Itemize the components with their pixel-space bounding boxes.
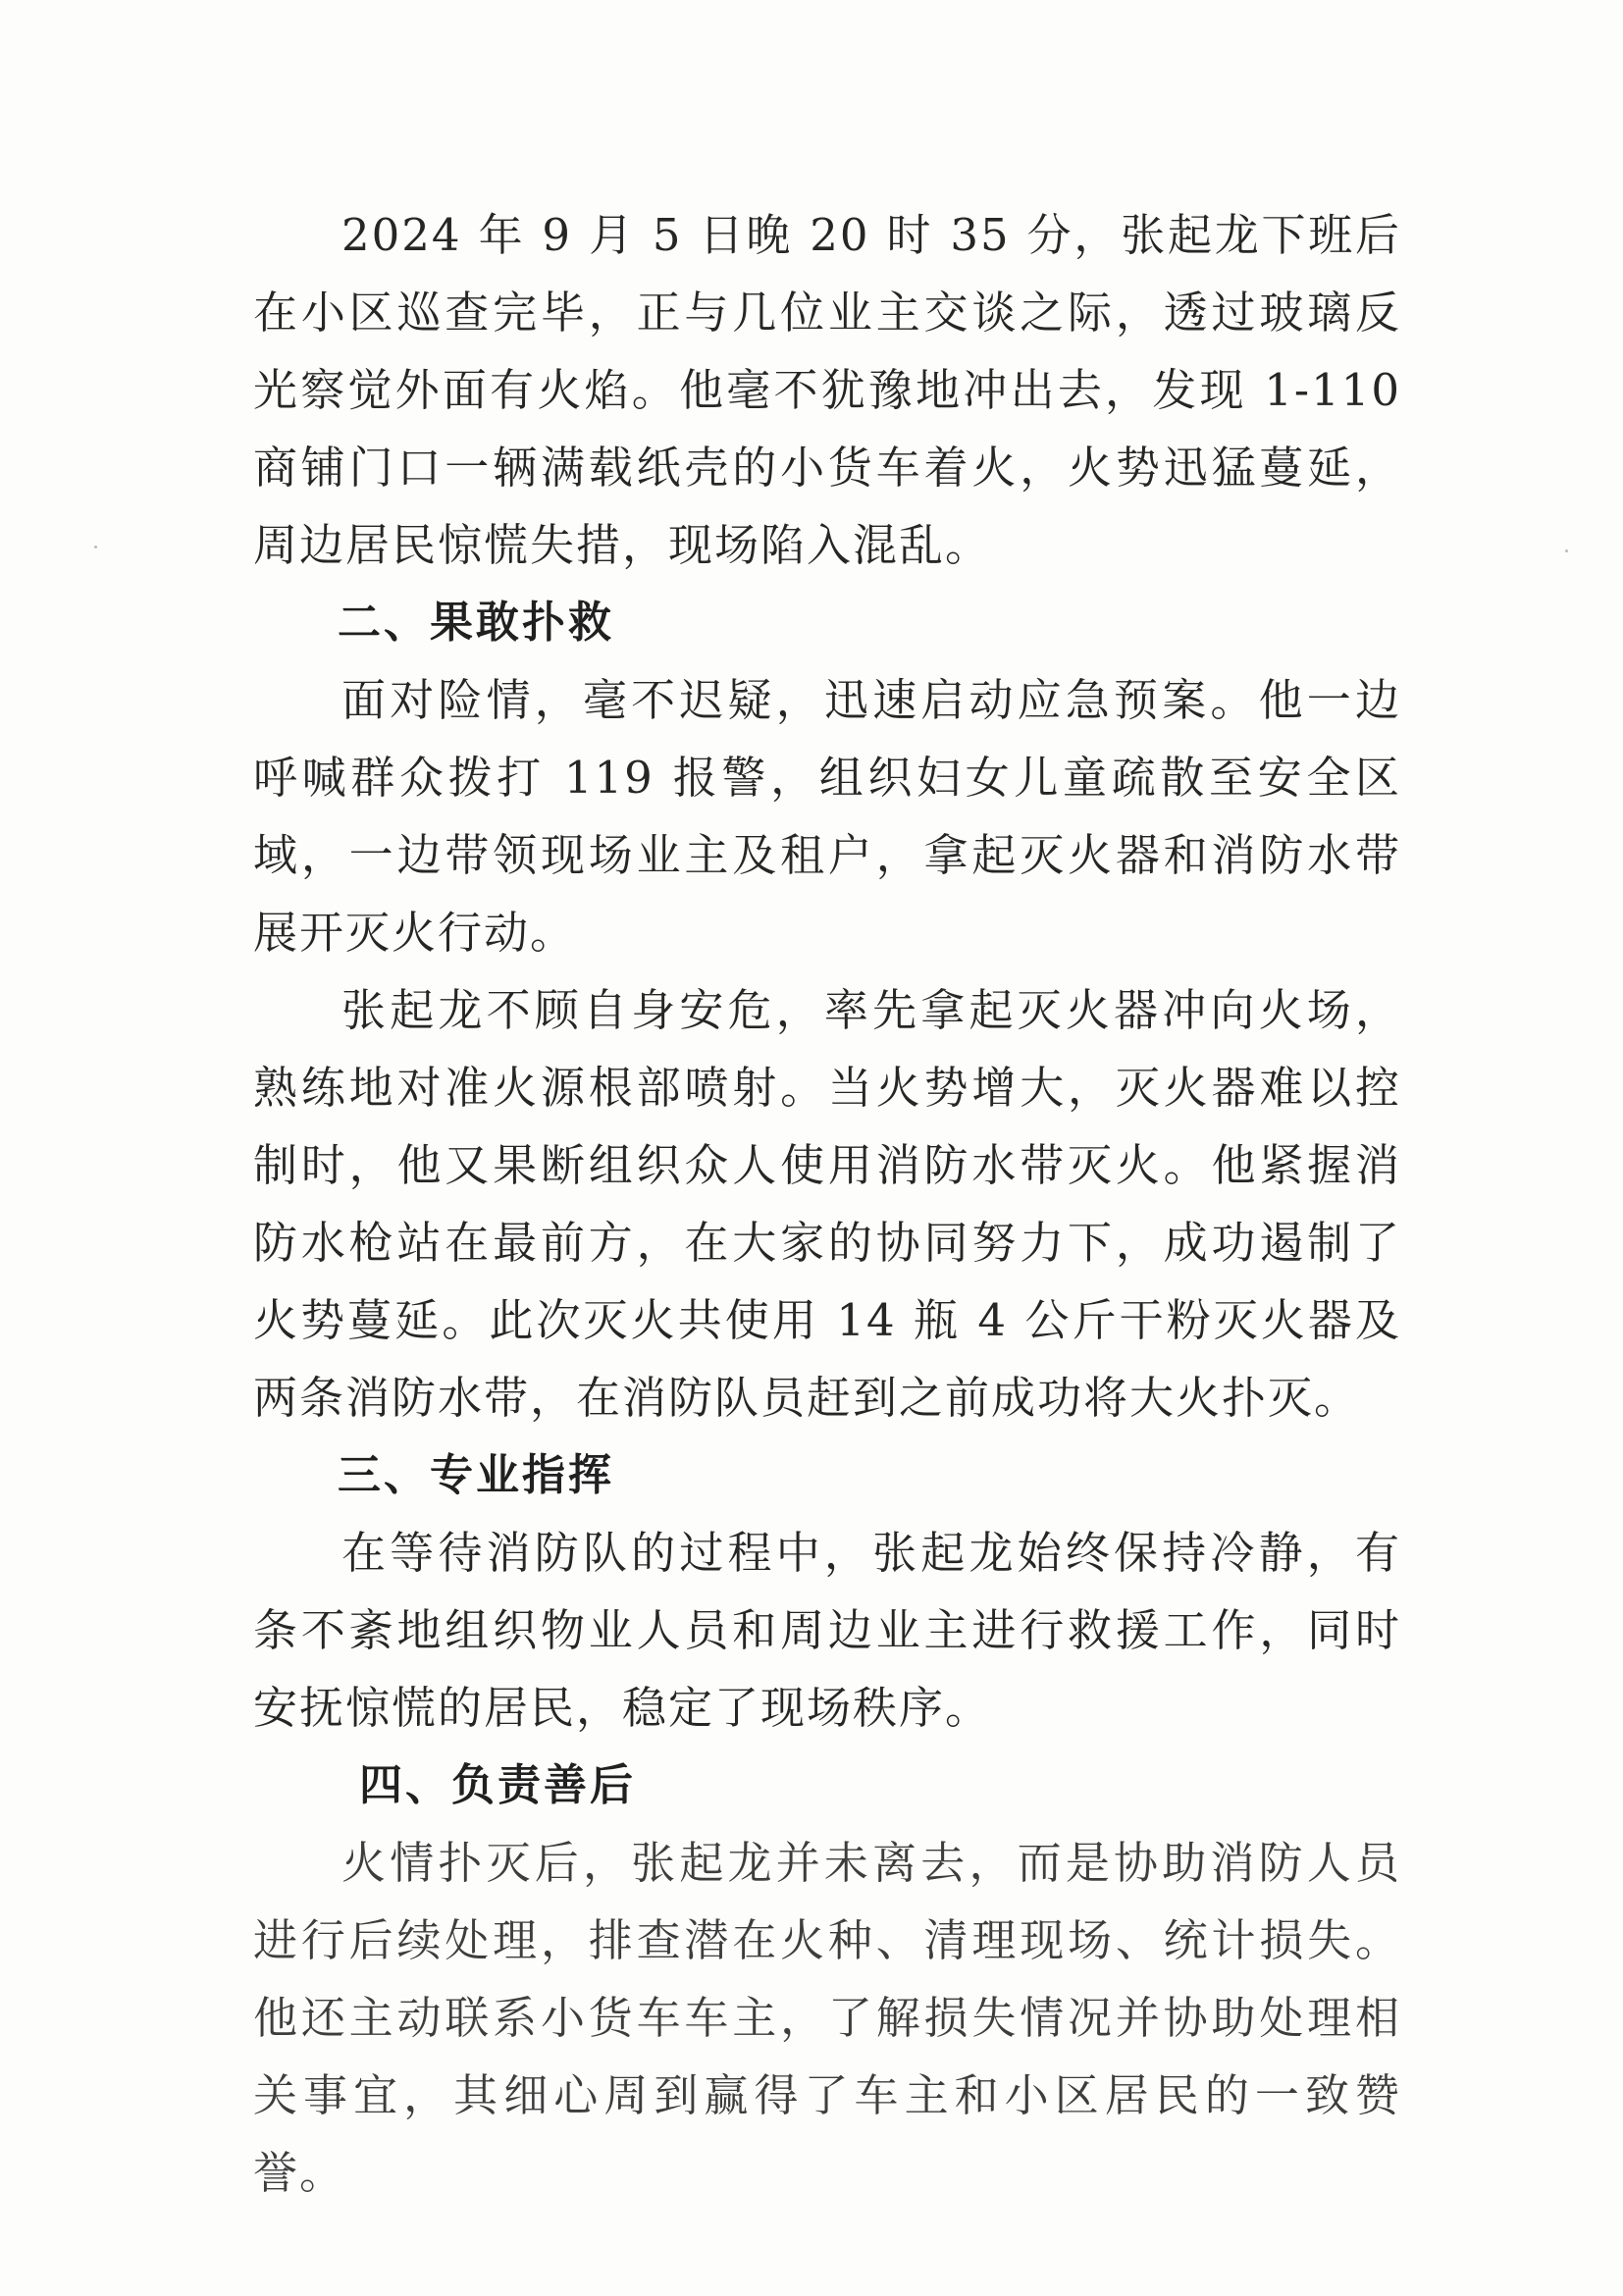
scan-speck (1565, 549, 1568, 552)
heading-rescue: 二、果敢扑救 (338, 598, 614, 648)
heading-command: 三、专业指挥 (338, 1450, 614, 1500)
paragraph-aftermath: 火情扑灭后，张起龙并未离去，而是协助消防人员进行后续处理，排查潜在火种、清理现场、统计损失。他还主动联系小货车车主，了解损失情况并协助处理相关事宜，其细心周到赢得了车主和小区居民的一致赞誉。 (253, 1837, 1401, 2199)
heading-aftermath: 四、负责善后 (359, 1760, 636, 1810)
scan-speck (94, 546, 97, 548)
paragraph-rescue-2: 张起龙不顾自身安危，率先拿起灭火器冲向火场，熟练地对准火源根部喷射。当火势增大，灭火器难以控制时，他又果断组织众人使用消防水带灭火。他紧握消防水枪站在最前方，在大家的协同努力下，成功遏制了火势蔓延。此次灭火共使用 14 瓶 4 公斤干粉灭火器及两条消防水带，在消防队员赶到之前成功将大火扑灭。 (253, 984, 1401, 1424)
document-body (253, 196, 1401, 2212)
paragraph-incident: 2024 年 9 月 5 日晚 20 时 35 分，张起龙下班后在小区巡查完毕，正与几位业主交谈之际，透过玻璃反光察觉外面有火焰。他毫不犹豫地冲出去，发现 1-110 商铺门口一辆满载纸壳的小货车着火，火势迅猛蔓延，周边居民惊慌失措，现场陷入混乱。 (253, 209, 1401, 571)
paragraph-rescue-1: 面对险情，毫不迟疑，迅速启动应急预案。他一边呼喊群众拨打 119 报警，组织妇女儿童疏散至安全区域，一边带领现场业主及租户，拿起灭火器和消防水带展开灭火行动。 (253, 674, 1401, 959)
paragraph-command: 在等待消防队的过程中，张起龙始终保持冷静，有条不紊地组织物业人员和周边业主进行救援工作，同时安抚惊慌的居民，稳定了现场秩序。 (253, 1527, 1401, 1734)
